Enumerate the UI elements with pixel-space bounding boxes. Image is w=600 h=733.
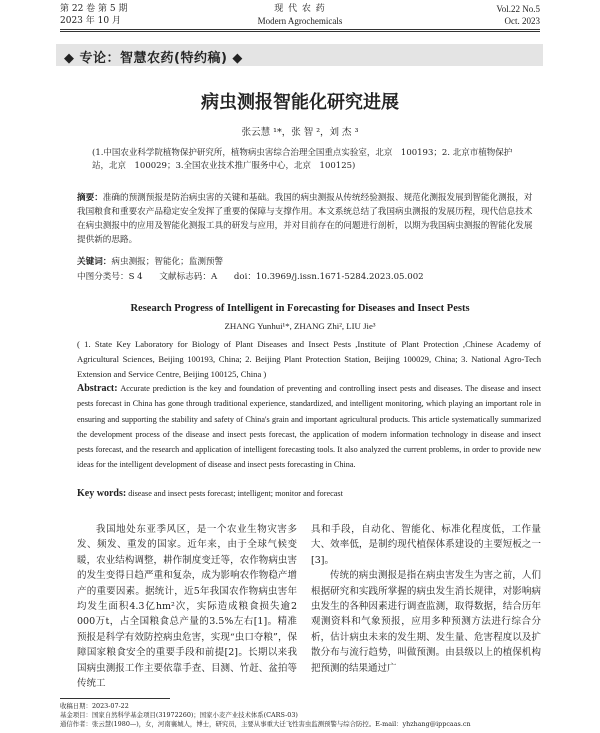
- journal-date-en: Oct. 2023: [504, 16, 540, 26]
- classification-line: [77, 270, 537, 282]
- journal-name-en: Modern Agrochemicals: [257, 16, 343, 26]
- body-paragraph: 传统的病虫测报是指在病虫害发生为害之前，人们根据研究和实践所掌握的病虫发生消长规律，对影响病虫发生的各种因素进行调查监测，取得数据，结合历年观测资料和气象预报，应用多种预测方法进行综合分析，估计病虫未来的发生期、发生量、危害程度以及扩散分布与流行趋势，叫做预测。由县级以上的植保机构把预测的结果通过广: [311, 570, 541, 674]
- article-title-cn: 病虫测报智能化研究进展: [201, 92, 399, 113]
- abstract-en: [77, 381, 541, 473]
- document-code: 文献标志码：A: [159, 272, 218, 282]
- journal-volume-en: Vol.22 No.5: [496, 4, 540, 14]
- keywords-en-text: disease and insect pests forecast; intelligent; monitor and forecast: [128, 489, 343, 498]
- body-paragraph: 具和手段，自动化、智能化、标准化程度低，工作量大、效率低，是制约现代植保体系建设的主要短板之一[3]。: [311, 524, 541, 566]
- abstract-en-text: Accurate prediction is the key and foundation of preventing and controlling insect pests and diseases. The disease and insect pests forecast in China has gone through traditional experience, standardized, and intelligent monitoring, which playing an important role in ensuring and supporting the stability and safety of China's grain and important agricultural products. This article systematically summarized the development process of the disease and insect pests forecast, the application of modern information technology in disease and insect pests forecast, and the research and application of intelligent forecasting tools. It also analyzed the current problems, in order to provide new ideas for the intelligent development of disease and insect pests forecasting in China.: [77, 384, 542, 470]
- abstract-cn: [77, 191, 537, 247]
- keywords-en: [77, 488, 541, 499]
- section-banner: [56, 44, 543, 66]
- keywords-en-label: Key words:: [77, 488, 127, 499]
- footnote-received: 收稿日期：2023-07-22: [60, 702, 129, 710]
- footnote-author: 通信作者：张云慧(1980—)，女，河南襄城人，博士，研究员，主要从事重大迁飞性害虫监测预警与综合防控。E-mail：yhzhang@ippcaas.cn: [60, 720, 471, 728]
- body-column-left: 我国地处东亚季风区，是一个农业生物灾害多发、频发、重发的国家。近年来，由于全球气候变暖，农业结构调整，耕作制度变迁等，农作物病虫害的发生变得日趋严重和复杂，成为影响农作物稳产增产的重要因素。据统计，近5年我国农作物病虫害年均发生面积4.3亿hm²次，实际造成粮食损失逾2 000万t，占全国粮食总产量的3.5%左右[1]。精准预报是科学有效防控病虫危害，实现“虫口夺粮”，保障国家粮食安全的重要手段和前提[2]。长期以来我国病虫测报工作主要依靠手查、目测、竹赶、盆拍等传统工: [77, 524, 297, 690]
- clc-number: 中图分类号：S 4: [77, 272, 143, 282]
- header-rule-bottom: [60, 31, 540, 32]
- abstract-en-label: Abstract:: [77, 383, 118, 394]
- section-banner-label: ◆ 专论：智慧农药(特约稿) ◆: [64, 51, 243, 66]
- affiliation-cn: (1.中国农业科学院植物保护研究所，植物病虫害综合治理全国重点实验室，北京 100193；2. 北京市植物保护站，北京 100029；3.全国农业技术推广服务中心，北京 100125): [92, 148, 513, 171]
- header-rule-top: [60, 29, 540, 30]
- footnote-rule: [60, 698, 170, 699]
- keywords-cn: [77, 255, 537, 267]
- journal-name-cn: 现 代 农 药: [274, 4, 326, 14]
- footnote-fund: 基金项目：国家自然科学基金项目(31972260)；国家小麦产业技术体系(CARS-03): [60, 711, 298, 719]
- body-column-right: [311, 522, 541, 676]
- authors-en: ZHANG Yunhui¹*, ZHANG Zhi², LIU Jie³: [224, 321, 376, 331]
- journal-date-cn: 2023 年 10 月: [60, 16, 121, 26]
- article-title-en: Research Progress of Intelligent in Forecasting for Diseases and Insect Pests: [130, 303, 470, 314]
- keywords-cn-text: 病虫测报；智能化；监测预警: [111, 257, 224, 267]
- doi: doi：10.3969/j.issn.1671-5284.2023.05.002: [233, 272, 424, 282]
- journal-volume-issue: 第 22 卷 第 5 期: [60, 4, 128, 14]
- authors-cn: 张云慧 ¹*，张 智 ²，刘 杰 ³: [241, 127, 359, 138]
- abstract-cn-label: 摘要：: [77, 193, 103, 203]
- affiliation-en: ( 1. State Key Laboratory for Biology of Plant Diseases and Insect Pests ,Institute of Plant Protection ,Chinese Academy of Agricultural Sciences, Beijing 100193, China; 2. Beijing Plant Protection Station, Beijing 100029, China; 3. National Agro-Tech Extension and Service Centre, Beijing 100125, China ): [77, 339, 541, 379]
- keywords-cn-label: 关键词：: [77, 257, 112, 267]
- abstract-cn-text: 准确的预测预报是防治病虫害的关键和基础。我国的病虫测报从传统经验测报、规范化测报发展到智能化测报，对我国粮食和重要农产品稳定安全发挥了重要的保障与支撑作用。本文系统总结了我国病虫测报的发展历程，现代信息技术在病虫测报中的应用及智能化测报工具的研发与应用，并对目前存在的问题进行剖析，以期为我国病虫测报的智能化发展提供新的思路。: [77, 193, 533, 245]
